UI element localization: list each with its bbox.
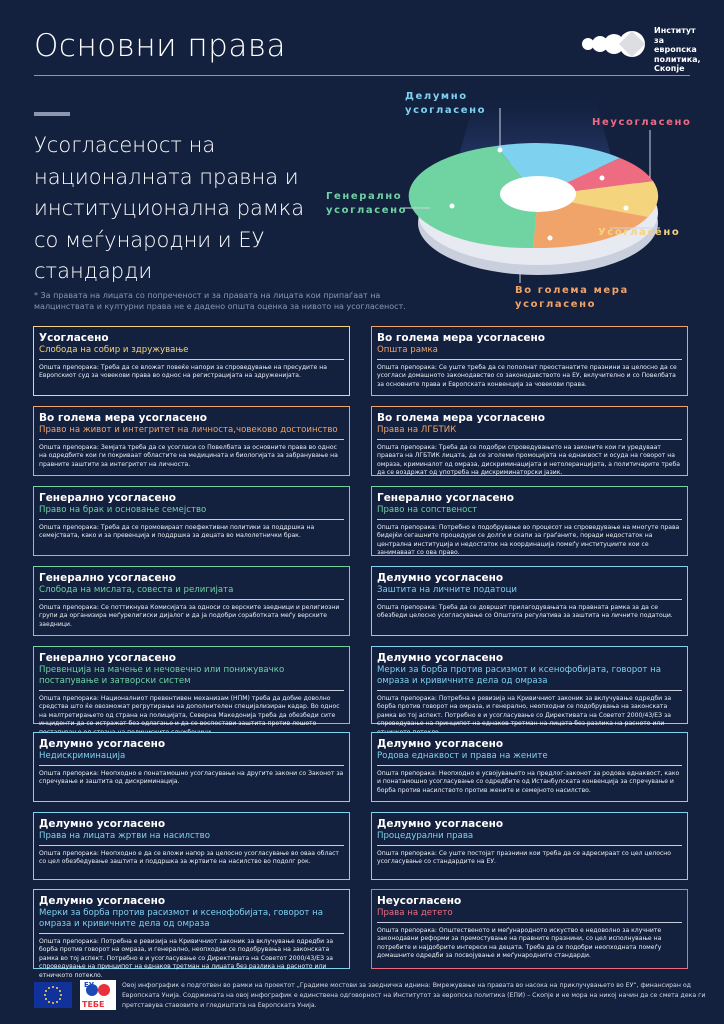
card-status: Во голема мера усогласено — [377, 412, 546, 424]
card-text: Општа препорака: Земјата треба да се усогласи со Повелбата за основните права во однос на одредбите кои ги покриваат областите на медицината и биологијата за забранување на правните заштити за интегритет на личноста. — [39, 444, 338, 468]
card-status: Делумно усогласено — [377, 572, 504, 584]
card-subject: Права на детето — [377, 908, 682, 923]
card-text: Општа препорака: Треба да се промовираат поефективни политики за поддршка на семејствата, како и за превенција и поддршка за децата во малолетнички брак. — [39, 524, 315, 540]
card-subject: Мерки за борба против расизмот и ксенофобијата, говорот на омраза и кривичните дела од омраза — [39, 908, 344, 934]
card-status: Делумно усогласено — [377, 818, 504, 830]
card-status: Неусогласено — [377, 895, 462, 907]
card-status: Делумно усогласено — [39, 738, 166, 750]
card-procedural-rights — [371, 812, 688, 880]
card-torture-prevention — [33, 646, 350, 728]
legend-none: Неусогласено — [592, 117, 692, 128]
card-text: Општа препорака: Националниот превентивен механизам (НПМ) треба да добие доволно средства што ќе овозможат регрутирање на дополнителен специјализиран кадар. Во однос на малтретирањето од страна на полицијата, Северна Македонија треба да обезбеди сите инциденти да се истражат без одлагање и да се воспостави заштита против лошото — [39, 695, 340, 728]
footnote: * За правата на лицата со попреченост и за правата на лицата кои припаѓаат на малцинствата и културни права не е дадено општа оценка за нивото на усогласеност. — [34, 291, 406, 311]
card-life-integrity — [33, 406, 350, 476]
card-text: Општа препорака: Општественото и меѓународното искуство е недоволно за клучните законодавни реформи за премостување на правните празнини, со цел исполнување на потребите и најдобрите интереси на децата. Треба да се подобри неопходната помеѓу домашните одредби за посвојување и меѓународните стандарди. — [377, 927, 662, 960]
card-assembly — [33, 326, 350, 396]
epi-logo-icon — [576, 24, 652, 64]
header-divider — [34, 75, 690, 76]
card-racism-2 — [33, 889, 350, 979]
card-marriage — [33, 486, 350, 556]
card-religion — [33, 566, 350, 636]
card-status: Усогласено — [39, 332, 109, 344]
card-general-framework — [371, 326, 688, 396]
card-status: Генерално усогласено — [39, 652, 176, 664]
card-subject: Слобода на собир и здружување — [39, 345, 344, 360]
footer-disclaimer: Овој инфографик е подготвен во рамки на проектот „Градиме мостови за заедничка иднина: Вмрежување на правата во насока на приклучувањето во ЕУ“, финансиран од Европската Унија. Содржината на овој инфографик е единствена одговорност на Институтот за европска политика (ЕПИ) – Скопје и не мора на никој начин да се смета дека ги претставува ставовите и гледиштата на Европската Унија. — [122, 982, 706, 1009]
card-subject: Заштита на личните податоци — [377, 585, 682, 600]
card-child-rights — [371, 889, 688, 969]
card-status: Делумно усогласено — [377, 652, 504, 664]
card-subject: Слобода на мислата, совеста и религијата — [39, 585, 344, 600]
card-victims — [33, 812, 350, 880]
card-text: Општа препорака: Треба да се довршат прилагодувањата на правната рамка за да се обезбеди целосно усогласување со Општата регулатива за заштита на личните податоци. — [377, 604, 673, 620]
card-text: Општа препорака: Се уште треба да се пополнат преостанатите празнини за целосно да се усогласи домашното законодавство со законодавството на ЕУ, вклучително и со Повелбата за основните права и Европската конвенција за човекови права. — [377, 364, 677, 388]
eu-for-you-logo — [78, 978, 118, 1012]
card-data-protection — [371, 566, 688, 636]
card-racism-1 — [371, 646, 688, 728]
card-property — [371, 486, 688, 556]
card-subject: Општа рамка — [377, 345, 682, 360]
eu-logo-label: ЕУ — [84, 981, 95, 989]
pie-center — [500, 176, 576, 212]
epi-logo — [576, 24, 701, 73]
card-text: Општа препорака: Се поттикнува Комисијата за односи со верските заедници и религиозни групи да организира меѓурелигиски дијалог и да ја подобри соработката меѓу верските заедници. — [39, 604, 340, 628]
card-status: Генерално усогласено — [39, 492, 176, 504]
card-subject: Превенција на мачење и нечовечно или понижувачко постапување и затворски систем — [39, 665, 344, 691]
card-text: Општа препорака: Неопходно е понатамошно усогласување на другите закони со Законот за спречување и заштита од дискриминација. — [39, 770, 344, 786]
card-subject: Право на сопственост — [377, 505, 682, 520]
page-title: Основни права — [34, 28, 286, 64]
card-subject: Мерки за борба против расизмот и ксенофобијата, говорот на омраза и кривичните дела од омраза — [377, 665, 682, 691]
card-lgbtiq — [371, 406, 688, 476]
card-status: Делумно усогласено — [39, 895, 166, 907]
card-text: Општа препорака: Неопходно е усвојувањето на предлог-законот за родова еднаквост, како и понатамошно усогласување со одредбите од Истанбулската конвенција за спречување и борба против насилството против жените и семејното насилство. — [377, 770, 680, 794]
card-status: Генерално усогласено — [39, 572, 176, 584]
card-status: Во голема мера усогласено — [377, 332, 546, 344]
eu-flag-icon — [34, 982, 72, 1008]
card-subject: Недискриминација — [39, 751, 344, 766]
card-subject: Родова еднаквост и права на жените — [377, 751, 682, 766]
legend-full: Усогласено — [598, 227, 681, 238]
legend-general: Генерално усогласено — [326, 191, 408, 216]
card-status: Делумно усогласено — [39, 818, 166, 830]
card-text: Општа препорака: Треба да се подобри спроведувањето на законите кои ги уредуваат правата на ЛГБТИК лицата, да се зголеми промоцијата на еднаквост и осуда на говорот на омраза, криминалот од омраза, дискриминацијата и нетолеранцијата, а политичарите треба да се воздржат од употреба на дискриминаторски јазик. — [377, 444, 681, 477]
card-subject: Право на живот и интегритет на личноста,човеково достоинство — [39, 425, 344, 440]
card-text: Општа препорака: Потребна е ревизија на Кривичниот законик за вклучување одредби за борба против говорот на омраза, и генерално, неопходни се подобрувања на законската рамка во тој аспект. Потребно е и усогласување со Директивата на Советот 2000/43/ЕЗ за спроведување на принципот на еднаков третман на лицата без разлика на расното или — [377, 695, 672, 728]
card-subject: Права на лицата жртви на насилство — [39, 831, 344, 846]
logo-label: ТЕБЕ — [82, 1000, 105, 1009]
card-gender-equality — [371, 732, 688, 802]
card-status: Делумно усогласено — [377, 738, 504, 750]
legend-large: Во голема мера усогласено — [515, 285, 629, 310]
card-status: Во голема мера усогласено — [39, 412, 208, 424]
accent-dash — [34, 112, 70, 116]
card-text: Општа препорака: Треба да се вложат повеќе напори за спроведување на пресудите на Европскиот суд за човекови права во однос на регистрацијата на здруженијата. — [39, 364, 327, 380]
legend-partial: Делумно усогласено — [405, 91, 487, 116]
card-subject: Право на брак и основање семејство — [39, 505, 344, 520]
footer — [0, 976, 724, 1024]
card-text: Општа препорака: Се уште постојат празнини кои треба да се адресираат со цел целосно усогласување со стандардите на ЕУ. — [377, 850, 672, 866]
section-subtitle: Усогласеност на националната правна и институционална рамка со меѓународни и ЕУ стандарди — [34, 133, 305, 283]
card-text: Општа препорака: Потребно е подобрување во процесот на спроведување на многуте права бидејќи сегашните процедури се долги и скапи за граѓаните, поради недостаток на централна институција и недостаток на координација помеѓу институциите кои се занимаваат со ова право. — [377, 524, 680, 557]
card-text: Општа препорака: Потребна е ревизија на Кривичниот законик за вклучување одредби за борба против говорот на омраза, и генерално, неопходни се подобрувања на законската рамка во тој аспект. Потребно е и усогласување со Директивата на Советот 2000/43/ЕЗ за спроведување на принципот на еднаков третман на лицата без разлика на расното или етничкото потекло. — [39, 938, 334, 979]
card-text: Општа препорака: Неопходно е да се вложи напор за целосно усогласување во оваа област со цел обезбедување заштита и поддршка за жртвите на насилство во подолг рок. — [39, 850, 339, 866]
card-subject: Процедурални права — [377, 831, 682, 846]
card-status: Генерално усогласено — [377, 492, 514, 504]
logo-text: Институт за европска политика, Скопје — [654, 26, 701, 73]
card-subject: Права на ЛГБТИК — [377, 425, 682, 440]
card-non-discrimination — [33, 732, 350, 802]
